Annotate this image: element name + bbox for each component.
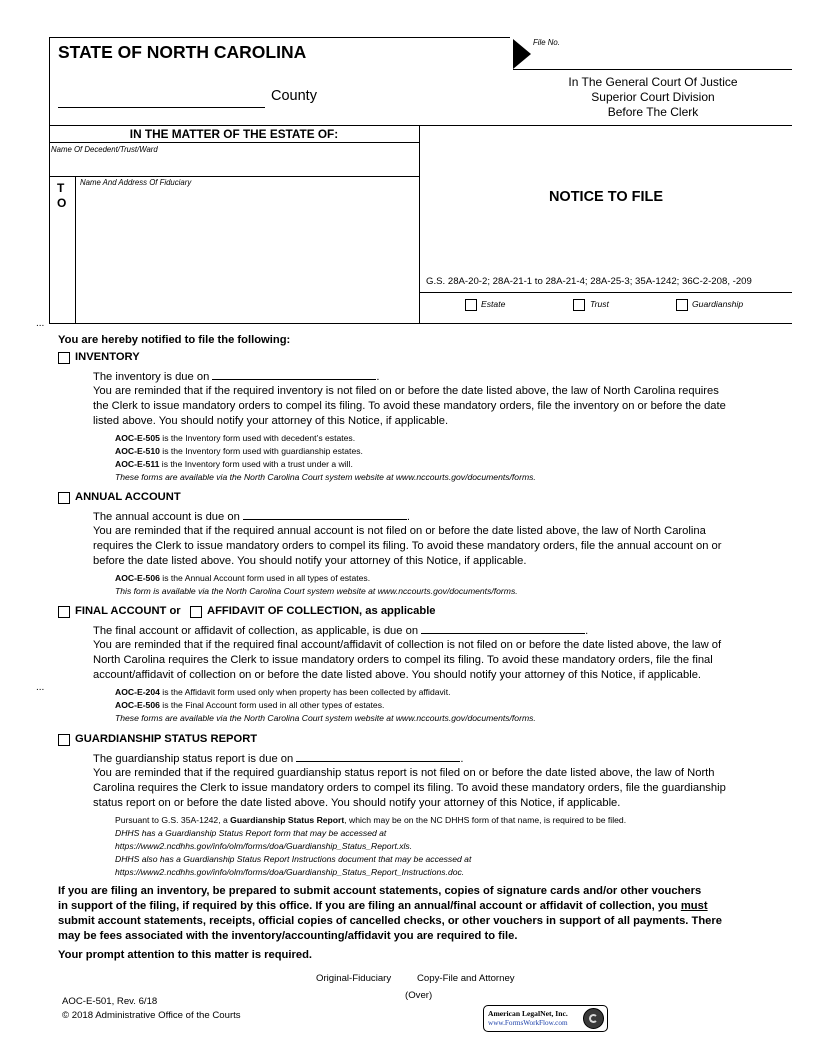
annual-due-date-line[interactable]: [243, 509, 407, 520]
county-label: County: [271, 88, 317, 104]
legalnet-url: www.FormsWorkFlow.com: [488, 1019, 568, 1027]
note-part-a: Pursuant to G.S. 35A-1242, a: [115, 815, 231, 825]
annual-para-3: before the date listed above. You should notify your attorney of this Notice, if applicable.: [93, 555, 527, 567]
file-no-line[interactable]: [513, 69, 792, 70]
trust-checkbox[interactable]: [573, 299, 585, 311]
annual-due-label: The annual account is due on: [93, 511, 240, 523]
estate-heading-rule: [49, 142, 419, 143]
legalnet-logo-icon: [583, 1008, 604, 1029]
affidavit-heading: AFFIDAVIT OF COLLECTION, as applicable: [207, 605, 436, 617]
court-line-3: Before The Clerk: [607, 105, 699, 119]
dhhs-url-2: https://www2.ncdhhs.gov/info/olm/forms/doa/Guardianship_Status_Report_Instructions.doc.: [115, 867, 465, 877]
annual-due-period: .: [406, 511, 411, 523]
note-part-b: Guardianship Status Report: [230, 815, 345, 825]
final-due-period: .: [585, 625, 589, 637]
form-code: AOC-E-505: [115, 433, 160, 443]
form-code: AOC-E-511: [115, 459, 160, 469]
final-para-1: You are reminded that if the required final account/affidavit of collection is not filed on or before the date listed above, the law of: [93, 639, 722, 651]
file-no-arrow-icon: [513, 39, 531, 69]
warning-must: must: [680, 900, 708, 912]
annual-account-heading: ANNUAL ACCOUNT: [75, 491, 181, 503]
form-desc: is the Affidavit form used only when property has been collected by affidavit.: [159, 687, 451, 697]
prompt-text: Your prompt attention to this matter is required.: [58, 949, 313, 961]
inventory-para-2: the Clerk to issue mandatory orders to compel its filing. To avoid these mandatory orders, file the inventory on or before the date: [93, 400, 726, 412]
inventory-para-3: listed above. You should notify your attorney of this Notice, if applicable.: [93, 415, 449, 427]
logo-ring: [589, 1014, 598, 1023]
guardianship-due-period: .: [460, 753, 464, 765]
file-no-label: File No.: [533, 38, 560, 47]
dhhs-url-1: https://www2.ncdhhs.gov/info/olm/forms/doa/Guardianship_Status_Report.xls.: [115, 841, 413, 851]
to-letter-o: O: [57, 196, 67, 210]
inventory-form-3: [115, 458, 353, 471]
court-line-1: In The General Court Of Justice: [568, 75, 738, 89]
estate-heading: IN THE MATTER OF THE ESTATE OF:: [129, 127, 339, 141]
to-divider: [75, 176, 76, 323]
final-para-2: North Carolina requires the Clerk to issue mandatory orders to compel its filing. To avoid these mandatory orders, file the final: [93, 654, 713, 666]
inventory-para-1: You are reminded that if the required inventory is not filed on or before the date listed above, the law of North Carolina requires: [93, 385, 719, 397]
warning-line-1: If you are filing an inventory, be prepared to submit account statements, copies of signature cards and/or other vouchers: [58, 885, 702, 897]
inventory-form-1: [115, 432, 355, 445]
guardianship-para-2: Carolina requires the Clerk to issue mandatory orders to compel its filing. To avoid these mandatory orders, file the guardianship: [93, 782, 726, 794]
court-line-2: Superior Court Division: [591, 90, 715, 104]
decedent-label[interactable]: Name Of Decedent/Trust/Ward: [51, 145, 158, 154]
guardianship-para-1: You are reminded that if the required guardianship status report is not filed on or before the date listed above, the law of North: [93, 767, 715, 779]
final-availability: These forms are available via the North Carolina Court system website at www.nccourts.gov/documents/forms.: [115, 713, 536, 723]
distribution-copy: Copy-File and Attorney: [417, 973, 515, 984]
final-form-1: [115, 686, 451, 699]
estate-top-rule: [49, 125, 792, 126]
county-line[interactable]: [58, 107, 265, 108]
warning-line-2: [58, 899, 708, 915]
to-letter-t: T: [57, 181, 65, 195]
legalnet-badge[interactable]: [483, 1005, 608, 1032]
estate-divider: [419, 125, 420, 323]
form-code: AOC-E-510: [115, 446, 160, 456]
legalnet-name: American LegalNet, Inc.: [488, 1009, 568, 1018]
affidavit-checkbox[interactable]: [190, 606, 202, 618]
dhhs-line-2: DHHS also has a Guardianship Status Report Instructions document that may be accessed at: [115, 854, 472, 864]
inventory-due-label: The inventory is due on: [93, 371, 210, 383]
note-part-c: , which may be on the NC DHHS form of that name, is required to be filed.: [344, 815, 627, 825]
annual-para-2: requires the Clerk to issue mandatory orders to compel its filing. To avoid these mandatory orders, file the annual account on or: [93, 540, 722, 552]
form-desc: is the Inventory form used with a trust under a will.: [159, 459, 353, 469]
margin-mark-2: ...: [36, 682, 45, 693]
inventory-availability: These forms are available via the North Carolina Court system website at www.nccourts.gov/documents/forms.: [115, 472, 536, 482]
form-desc: is the Inventory form used with decedent’s estates.: [159, 433, 356, 443]
notice-title: NOTICE TO FILE: [548, 189, 664, 205]
fiduciary-label[interactable]: Name And Address Of Fiduciary: [80, 178, 192, 187]
final-para-3: account/affidavit of collection on or before the date listed above. You should notify your attorney of this Notice, if applicable.: [93, 669, 702, 681]
final-due-date-line[interactable]: [421, 623, 585, 634]
guardianship-report-checkbox[interactable]: [58, 734, 70, 746]
guardianship-note: [115, 814, 626, 827]
form-code: AOC-E-506: [115, 573, 160, 583]
warning-line-3: submit account statements, receipts, official copies of cancelled checks, or other vouchers in support of all payments. There: [58, 915, 722, 927]
inventory-due-date-line[interactable]: [212, 369, 376, 380]
statutes-rule: [419, 292, 792, 293]
form-desc: is the Final Account form used in all other types of estates.: [159, 700, 385, 710]
form-desc: is the Annual Account form used in all types of estates.: [159, 573, 371, 583]
final-account-heading: FINAL ACCOUNT or: [75, 605, 181, 617]
guardianship-checkbox[interactable]: [676, 299, 688, 311]
annual-availability: This form is available via the North Carolina Court system website at www.nccourts.gov/documents/forms.: [115, 586, 518, 596]
estate-type-label: Estate: [481, 299, 506, 309]
form-code: AOC-E-204: [115, 687, 160, 697]
guardianship-due-date-line[interactable]: [296, 751, 460, 762]
warning-line-4: may be fees associated with the inventory/accounting/affidavit you are required to file.: [58, 930, 518, 942]
top-rule: [49, 37, 510, 38]
state-title: STATE OF NORTH CAROLINA: [58, 42, 307, 62]
form-code: AOC-E-506: [115, 700, 160, 710]
inventory-due-period: .: [376, 371, 380, 383]
annual-para-1: You are reminded that if the required annual account is not filed on or before the date listed above, the law of North Carolina: [93, 525, 706, 537]
form-desc: is the Inventory form used with guardianship estates.: [159, 446, 363, 456]
statutes: G.S. 28A-20-2; 28A-21-1 to 28A-21-4; 28A-25-3; 35A-1242; 36C-2-208, -209: [426, 276, 752, 287]
final-due-label: The final account or affidavit of collection, as applicable, is due on: [93, 625, 419, 637]
intro-text: You are hereby notified to file the following:: [58, 334, 291, 346]
estate-checkbox[interactable]: [465, 299, 477, 311]
guardianship-type-label: Guardianship: [692, 299, 744, 309]
decedent-bottom-rule: [49, 176, 419, 177]
distribution-original: Original-Fiduciary: [316, 973, 392, 984]
final-form-2: [115, 699, 384, 712]
annual-account-checkbox[interactable]: [58, 492, 70, 504]
final-account-checkbox[interactable]: [58, 606, 70, 618]
inventory-heading: INVENTORY: [75, 351, 140, 363]
guardianship-para-3: status report on or before the date listed above. You should notify your attorney of this Notice, if applicable.: [93, 797, 621, 809]
warning-line-2-text: in support of the filing, if required by this office. If you are filing an annual/final account or affidavit of collection, you: [58, 900, 681, 912]
dhhs-line-1: DHHS has a Guardianship Status Report form that may be accessed at: [115, 828, 387, 838]
annual-form-1: [115, 572, 370, 585]
margin-mark-1: ...: [36, 318, 45, 329]
copyright: © 2018 Administrative Office of the Courts: [62, 1010, 241, 1021]
left-rule: [49, 37, 50, 323]
box-bottom-rule: [49, 323, 792, 324]
over-note: (Over): [405, 990, 433, 1001]
inventory-checkbox[interactable]: [58, 352, 70, 364]
inventory-form-2: [115, 445, 363, 458]
guardianship-heading: GUARDIANSHIP STATUS REPORT: [75, 733, 258, 745]
guardianship-due-label: The guardianship status report is due on: [93, 753, 294, 765]
form-number: AOC-E-501, Rev. 6/18: [62, 996, 158, 1007]
trust-type-label: Trust: [590, 299, 609, 309]
